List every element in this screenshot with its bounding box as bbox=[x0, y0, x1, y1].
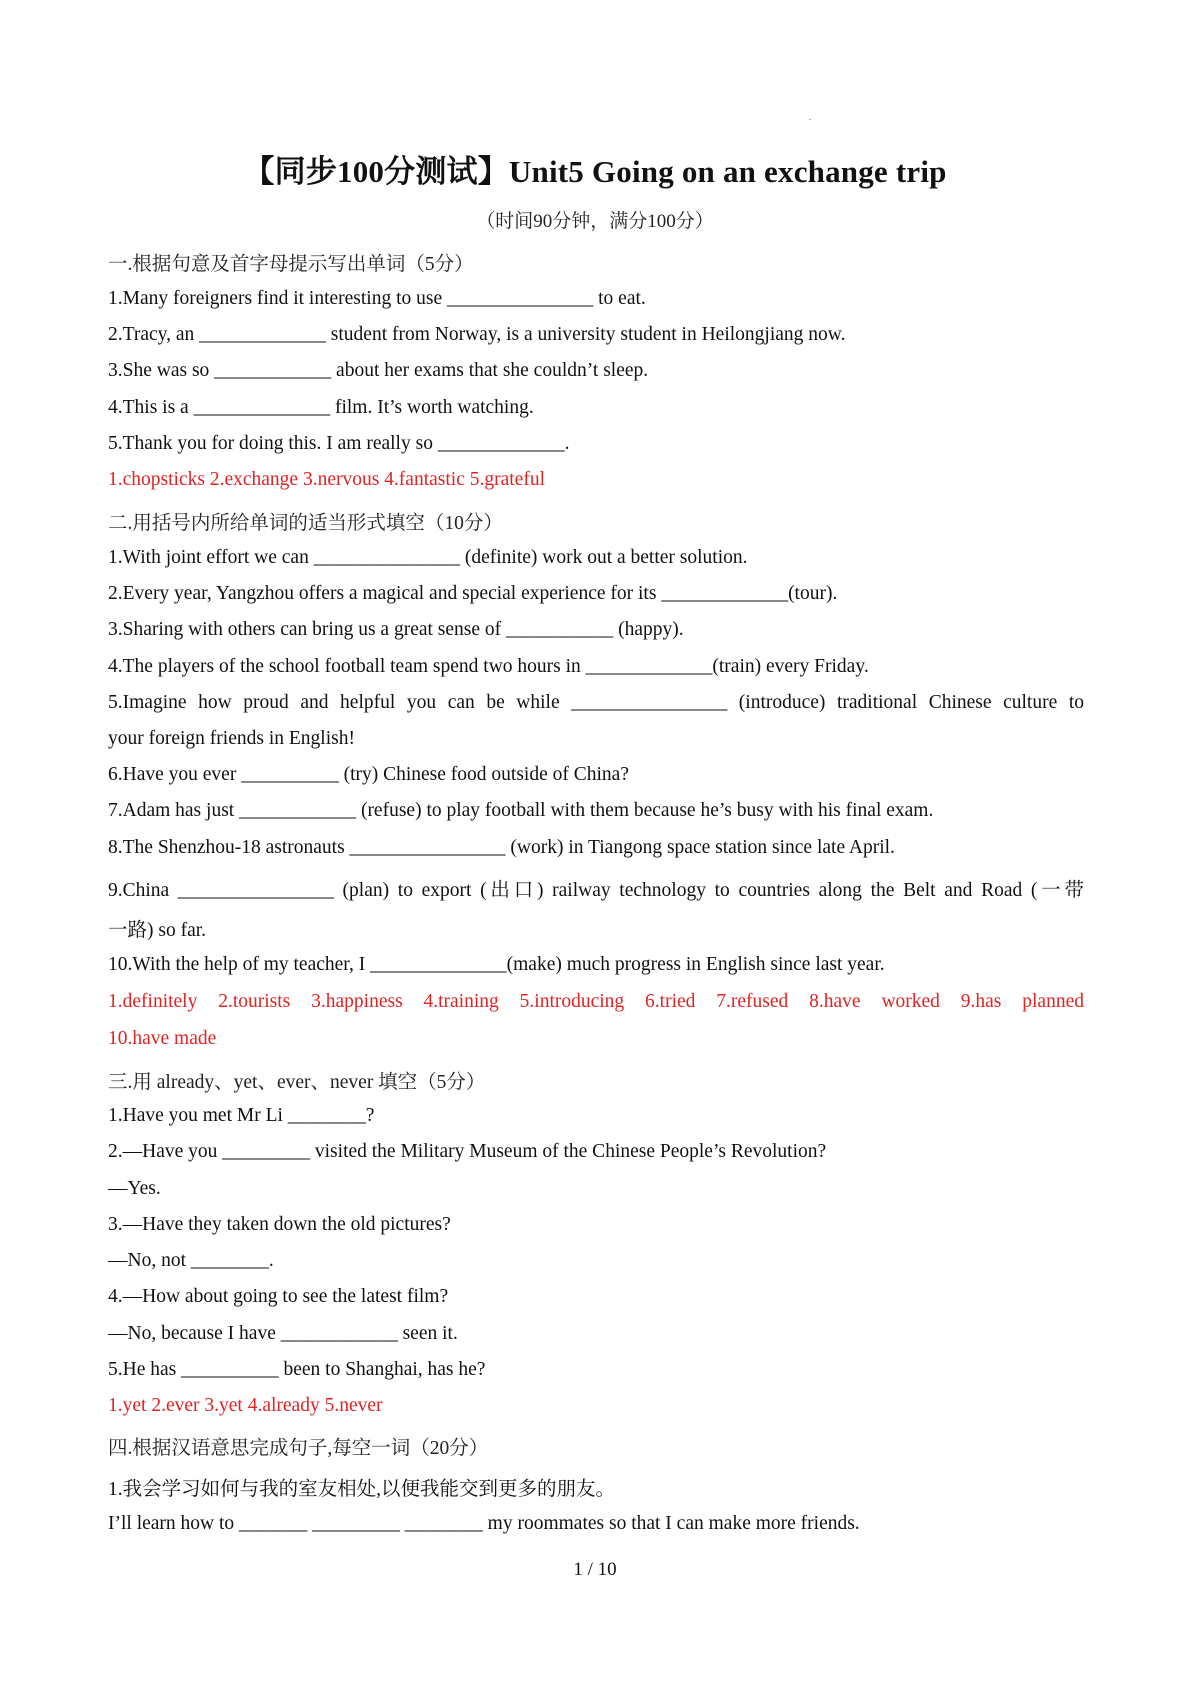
s3-question-4-reply: —No, because I have ____________ seen it. bbox=[108, 1323, 458, 1344]
section-3-heading: 三.用 already、yet、ever、never 填空（5分） bbox=[108, 1072, 486, 1093]
section-2-heading: 二.用括号内所给单词的适当形式填空（10分） bbox=[108, 513, 503, 534]
s4-question-1-chinese: 1.我会学习如何与我的室友相处,以便我能交到更多的朋友。 bbox=[108, 1479, 616, 1500]
s1-question-5: 5.Thank you for doing this. I am really so _____________. bbox=[108, 433, 570, 454]
s3-question-2: 2.—Have you _________ visited the Military Museum of the Chinese People’s Revolution? bbox=[108, 1141, 827, 1162]
s1-question-2: 2.Tracy, an _____________ student from Norway, is a university student in Heilongjiang now. bbox=[108, 324, 846, 345]
section-1-heading: 一.根据句意及首字母提示写出单词（5分） bbox=[108, 254, 474, 275]
s2-question-1: 1.With joint effort we can _______________ (definite) work out a better solution. bbox=[108, 547, 748, 568]
section-4-heading: 四.根据汉语意思完成句子,每空一词（20分） bbox=[108, 1438, 489, 1459]
s2-question-6: 6.Have you ever __________ (try) Chinese food outside of China? bbox=[108, 764, 629, 785]
s4-question-1-english: I’ll learn how to _______ _________ ________ my roommates so that I can make more friends. bbox=[108, 1513, 860, 1534]
s2-question-5-line-2: your foreign friends in English! bbox=[108, 728, 355, 749]
s2-question-10: 10.With the help of my teacher, I ______________(make) much progress in English since last year. bbox=[108, 954, 885, 975]
s2-question-5-line-1: 5.Imagine how proud and helpful you can be while ________________ (introduce) traditional Chinese culture to bbox=[108, 692, 1084, 713]
s3-answer-key: 1.yet 2.ever 3.yet 4.already 5.never bbox=[108, 1395, 383, 1416]
s1-question-1: 1.Many foreigners find it interesting to use _______________ to eat. bbox=[108, 288, 646, 309]
s2-question-7: 7.Adam has just ____________ (refuse) to play football with them because he’s busy with his final exam. bbox=[108, 800, 934, 821]
s1-answer-key: 1.chopsticks 2.exchange 3.nervous 4.fantastic 5.grateful bbox=[108, 469, 545, 490]
s2-question-4: 4.The players of the school football team spend two hours in _____________(train) every Friday. bbox=[108, 656, 869, 677]
top-dot: · bbox=[808, 112, 812, 126]
s3-question-2-reply: —Yes. bbox=[108, 1178, 161, 1199]
page-number: 1 / 10 bbox=[573, 1559, 617, 1580]
s2-question-2: 2.Every year, Yangzhou offers a magical and special experience for its _____________(tour). bbox=[108, 583, 838, 604]
s2-answer-key-line-1: 1.definitely 2.tourists 3.happiness 4.training 5.introducing 6.tried 7.refused 8.have worked 9.has planned bbox=[108, 991, 1084, 1012]
s3-question-5: 5.He has __________ been to Shanghai, has he? bbox=[108, 1359, 486, 1380]
s2-question-8: 8.The Shenzhou-18 astronauts ________________ (work) in Tiangong space station since late April. bbox=[108, 837, 895, 858]
s2-question-3: 3.Sharing with others can bring us a great sense of ___________ (happy). bbox=[108, 619, 684, 640]
page-title: 【同步100分测试】Unit5 Going on an exchange trip bbox=[243, 154, 947, 189]
s1-question-3: 3.She was so ____________ about her exams that she couldn’t sleep. bbox=[108, 360, 649, 381]
page-subtitle: （时间90分钟，满分100分） bbox=[476, 211, 714, 232]
s3-question-3: 3.—Have they taken down the old pictures? bbox=[108, 1214, 451, 1235]
s3-question-4: 4.—How about going to see the latest film? bbox=[108, 1286, 449, 1307]
s1-question-4: 4.This is a ______________ film. It’s worth watching. bbox=[108, 397, 534, 418]
s2-question-9-line-1: 9.China ________________ (plan) to export (出口) railway technology to countries along the Belt and Road (一带 bbox=[108, 880, 1084, 901]
s3-question-3-reply: —No, not ________. bbox=[108, 1250, 274, 1271]
s2-question-9-line-2: 一路) so far. bbox=[108, 920, 207, 941]
s2-answer-key-line-2: 10.have made bbox=[108, 1028, 217, 1049]
s3-question-1: 1.Have you met Mr Li ________? bbox=[108, 1105, 375, 1126]
